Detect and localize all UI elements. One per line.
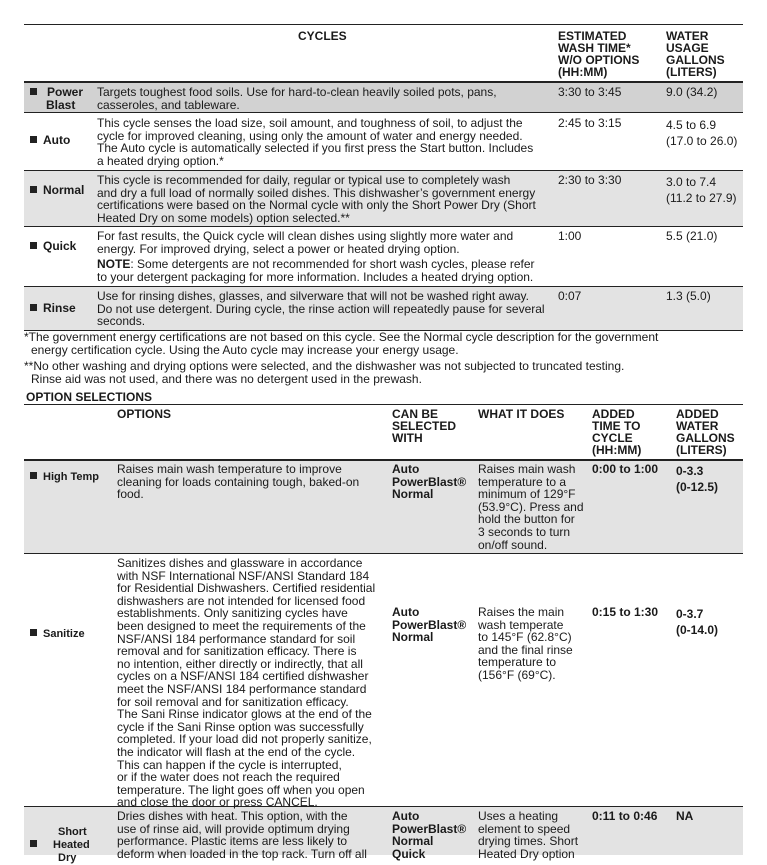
cycle-desc-quick: For fast results, the Quick cycle will clean dishes using slightly more water and energy. For improved drying, select a power or heated drying option. NOTE: Some detergents are not recommended for short wash cycles, please refer to your detergent packaging for more information. Includes a heated drying option. [97, 229, 535, 284]
bullet-square-icon [30, 629, 37, 636]
option-name-short-heated-dry: Short Heated Dry [30, 826, 90, 865]
header-what-it-does: WHAT IT DOES [478, 407, 565, 421]
header-estimated-time: ESTIMATED WASH TIME* W/O OPTIONS (HH:MM) [558, 29, 640, 79]
cycle-time-quick: 1:00 [558, 229, 582, 243]
option-with-short-heated-dry: Auto PowerBlast® Normal Quick [392, 809, 467, 861]
header-cycles: CYCLES [298, 29, 347, 43]
cycle-water-power-blast: 9.0 (34.2) [666, 85, 718, 99]
bullet-square-icon [30, 242, 37, 249]
option-what-short-heated-dry: Uses a heating element to speed drying times. Short Heated Dry option [478, 809, 579, 861]
option-desc-short-heated-dry: Dries dishes with heat. This option, with the use of rinse aid, will provide optimum drying performance. Plastic items are less likely to deform when loaded in the top rack. Turn off all [117, 809, 367, 861]
header-added-water: ADDED WATER GALLONS (LITERS) [676, 407, 735, 457]
bullet-square-icon [30, 304, 37, 311]
option-what-high-temp: Raises main wash temperature to a minimum of 129°F (53.9°C). Press and hold the button for 3 seconds to turn on/off sound. [478, 462, 584, 552]
cycle-desc-rinse: Use for rinsing dishes, glasses, and silverware that will not be washed right away. Do not use detergent. During cycle, the rinse action will repeatedly pause for several seconds. [97, 289, 545, 329]
bullet-square-icon [30, 136, 37, 143]
option-water-high-temp: 0-3.3 (0-12.5) [676, 464, 719, 494]
option-with-sanitize: Auto PowerBlast® Normal [392, 605, 467, 645]
cycle-name-auto: Auto [30, 134, 70, 147]
header-options: OPTIONS [117, 407, 172, 421]
bullet-square-icon [30, 472, 37, 479]
cycle-time-auto: 2:45 to 3:15 [558, 116, 622, 130]
header-can-be-selected: CAN BE SELECTED WITH [392, 407, 457, 445]
option-water-sanitize: 0-3.7 (0-14.0) [676, 607, 719, 637]
bullet-square-icon [30, 88, 37, 95]
cycle-desc-normal: This cycle is recommended for daily, regular or typical use to completely wash and dry a full load of normally soiled dishes. This dishwasher’s government energy certifications were based on the Normal cycle with only the Short Power Dry (Short Heated Dry on some models) option selected.** [97, 173, 536, 225]
option-water-short-heated-dry: NA [676, 809, 694, 823]
cycle-time-power-blast: 3:30 to 3:45 [558, 85, 622, 99]
cycle-time-normal: 2:30 to 3:30 [558, 173, 622, 187]
footnote-single-star: *The government energy certifications are not based on this cycle. See the Normal cycle description for the government energy certification cycle. Using the Auto cycle may increase your energy usage. [24, 330, 659, 357]
option-time-short-heated-dry: 0:11 to 0:46 [592, 809, 658, 823]
header-added-time: ADDED TIME TO CYCLE (HH:MM) [592, 407, 642, 457]
options-section-title: OPTION SELECTIONS [26, 390, 153, 404]
option-desc-sanitize: Sanitizes dishes and glassware in accordance with NSF International NSF/ANSI Standard 184 for Residential Dishwashers. Certified residential dishwashers are not intended for licensed food establishments. Only sanitizing cycles have been designed to meet the requirements of the NSF/ANSI 184 performance standard for soil removal and for sanitization efficacy. There is no intention, either directly or indirectly, that all cycles on a NSF/ANSI 184 certified dishwasher meet the NSF/ANSI 184 performance standard for soil removal and for sanitization efficacy. The Sani Rinse indicator glows at the end of the cycle if the Sani Rinse option was successfully completed. If your load did not properly sanitize, the indicator will flash at the end of the cycle. This can happen if the cycle is interrupted, or if the water does not reach the required temperature. The light goes off when you open and close the door or press CANCEL. [117, 556, 376, 810]
bullet-square-icon [30, 840, 37, 847]
cycle-water-quick: 5.5 (21.0) [666, 229, 718, 243]
cycle-water-normal: 3.0 to 7.4 (11.2 to 27.9) [666, 175, 737, 205]
cycle-name-quick: Quick [30, 240, 76, 253]
option-with-high-temp: Auto PowerBlast® Normal [392, 462, 467, 502]
cycle-time-rinse: 0:07 [558, 289, 582, 303]
option-name-sanitize: Sanitize [30, 628, 85, 641]
footnote-double-star: **No other washing and drying options were selected, and the dishwasher was not subjected to truncated testing. Rinse aid was not used, and there was no detergent used in the prewash. [24, 359, 625, 386]
cycle-name-power-blast: Power Blast [30, 86, 90, 111]
cycle-name-rinse: Rinse [30, 302, 76, 315]
cycle-desc-power-blast: Targets toughest food soils. Use for hard-to-clean heavily soiled pots, pans, casseroles, and tableware. [97, 85, 497, 112]
bullet-square-icon [30, 186, 37, 193]
option-name-high-temp: High Temp [30, 471, 99, 484]
option-desc-high-temp: Raises main wash temperature to improve cleaning for loads containing tough, baked-on food. [117, 462, 360, 502]
header-water-usage: WATER USAGE GALLONS (LITERS) [666, 29, 725, 79]
cycle-desc-auto: This cycle senses the load size, soil amount, and toughness of soil, to adjust the cycle for improved cleaning, using only the amount of water and energy needed. The Auto cycle is automatically selected if you first press the Start button. Includes a heated drying option.* [97, 116, 534, 168]
cycle-water-auto: 4.5 to 6.9 (17.0 to 26.0) [666, 118, 738, 148]
cycle-name-normal: Normal [30, 184, 84, 197]
option-time-sanitize: 0:15 to 1:30 [592, 605, 659, 619]
option-time-high-temp: 0:00 to 1:00 [592, 462, 659, 476]
cycle-water-rinse: 1.3 (5.0) [666, 289, 711, 303]
option-what-sanitize: Raises the main wash temperate to 145°F (62.8°C) and the final rinse temperature to (156°F (69°C). [478, 605, 573, 682]
